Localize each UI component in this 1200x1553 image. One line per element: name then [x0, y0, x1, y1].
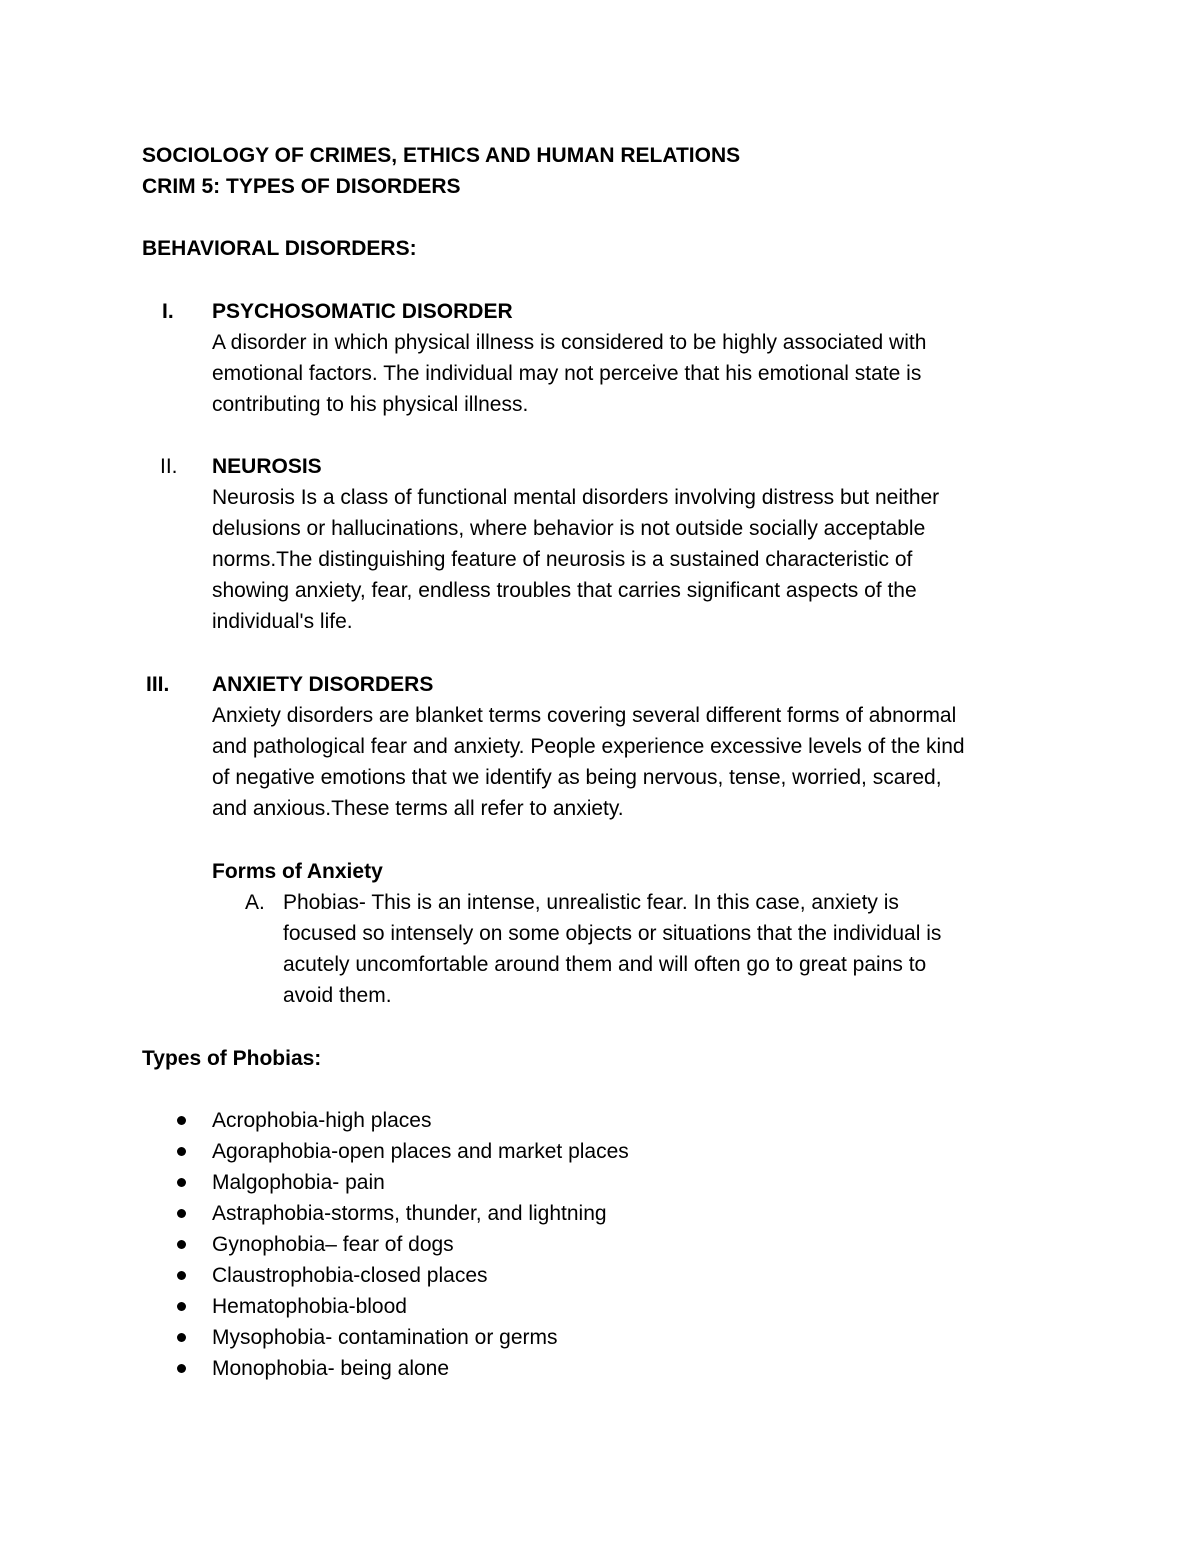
disorder-title: ANXIETY DISORDERS: [212, 673, 434, 696]
bullet-icon: [177, 1178, 186, 1187]
phobia-list-item: Malgophobia- pain: [212, 1171, 385, 1194]
bullet-icon: [177, 1209, 186, 1218]
phobia-list-item: Hematophobia-blood: [212, 1295, 407, 1318]
disorder-text-line: and anxious.These terms all refer to anxiety.: [212, 797, 624, 820]
disorder-text-line: Neurosis Is a class of functional mental disorders involving distress but neither: [212, 486, 940, 509]
disorder-text-line: Anxiety disorders are blanket terms covering several different forms of abnormal: [212, 704, 957, 727]
disorder-text-line: showing anxiety, fear, endless troubles that carries significant aspects of the: [212, 579, 917, 602]
bullet-icon: [177, 1240, 186, 1249]
disorder-text-line: delusions or hallucinations, where behavior is not outside socially acceptable: [212, 517, 926, 540]
disorder-text-line: and pathological fear and anxiety. People experience excessive levels of the kind: [212, 735, 965, 758]
form-text-line: focused so intensely on some objects or situations that the individual is: [283, 922, 942, 945]
disorder-text-line: contributing to his physical illness.: [212, 393, 529, 416]
form-text-line: Phobias- This is an intense, unrealistic fear. In this case, anxiety is: [283, 891, 899, 914]
disorder-text-line: individual's life.: [212, 610, 353, 633]
phobia-list-item: Acrophobia-high places: [212, 1109, 432, 1132]
phobia-list-item: Claustrophobia-closed places: [212, 1264, 488, 1287]
bullet-icon: [177, 1302, 186, 1311]
disorder-text-line: A disorder in which physical illness is considered to be highly associated with: [212, 331, 927, 354]
bullet-icon: [177, 1116, 186, 1125]
phobia-list-item: Monophobia- being alone: [212, 1357, 450, 1380]
disorder-text-line: emotional factors. The individual may not perceive that his emotional state is: [212, 362, 922, 385]
bullet-icon: [177, 1147, 186, 1156]
phobia-list-item: Gynophobia– fear of dogs: [212, 1233, 454, 1256]
phobia-list-item: Agoraphobia-open places and market places: [212, 1140, 629, 1163]
document-subtitle: CRIM 5: TYPES OF DISORDERS: [142, 175, 461, 198]
types-of-phobias-heading: Types of Phobias:: [142, 1047, 322, 1070]
bullet-icon: [177, 1271, 186, 1280]
form-letter: A.: [245, 891, 265, 914]
form-text-line: acutely uncomfortable around them and will often go to great pains to: [283, 953, 927, 976]
disorder-text-line: of negative emotions that we identify as being nervous, tense, worried, scared,: [212, 766, 942, 789]
disorder-title: PSYCHOSOMATIC DISORDER: [212, 300, 513, 323]
bullet-icon: [177, 1333, 186, 1342]
forms-of-anxiety-heading: Forms of Anxiety: [212, 860, 383, 883]
disorder-numeral: I.: [162, 300, 174, 323]
disorder-numeral: II.: [160, 455, 178, 478]
disorder-text-line: norms.The distinguishing feature of neurosis is a sustained characteristic of: [212, 548, 913, 571]
phobia-list-item: Mysophobia- contamination or germs: [212, 1326, 558, 1349]
disorder-title: NEUROSIS: [212, 455, 322, 478]
bullet-icon: [177, 1364, 186, 1373]
disorder-numeral: III.: [146, 673, 170, 696]
course-title: SOCIOLOGY OF CRIMES, ETHICS AND HUMAN RELATIONS: [142, 144, 741, 167]
section-heading: BEHAVIORAL DISORDERS:: [142, 237, 417, 260]
form-text-line: avoid them.: [283, 984, 392, 1007]
phobia-list-item: Astraphobia-storms, thunder, and lightning: [212, 1202, 607, 1225]
